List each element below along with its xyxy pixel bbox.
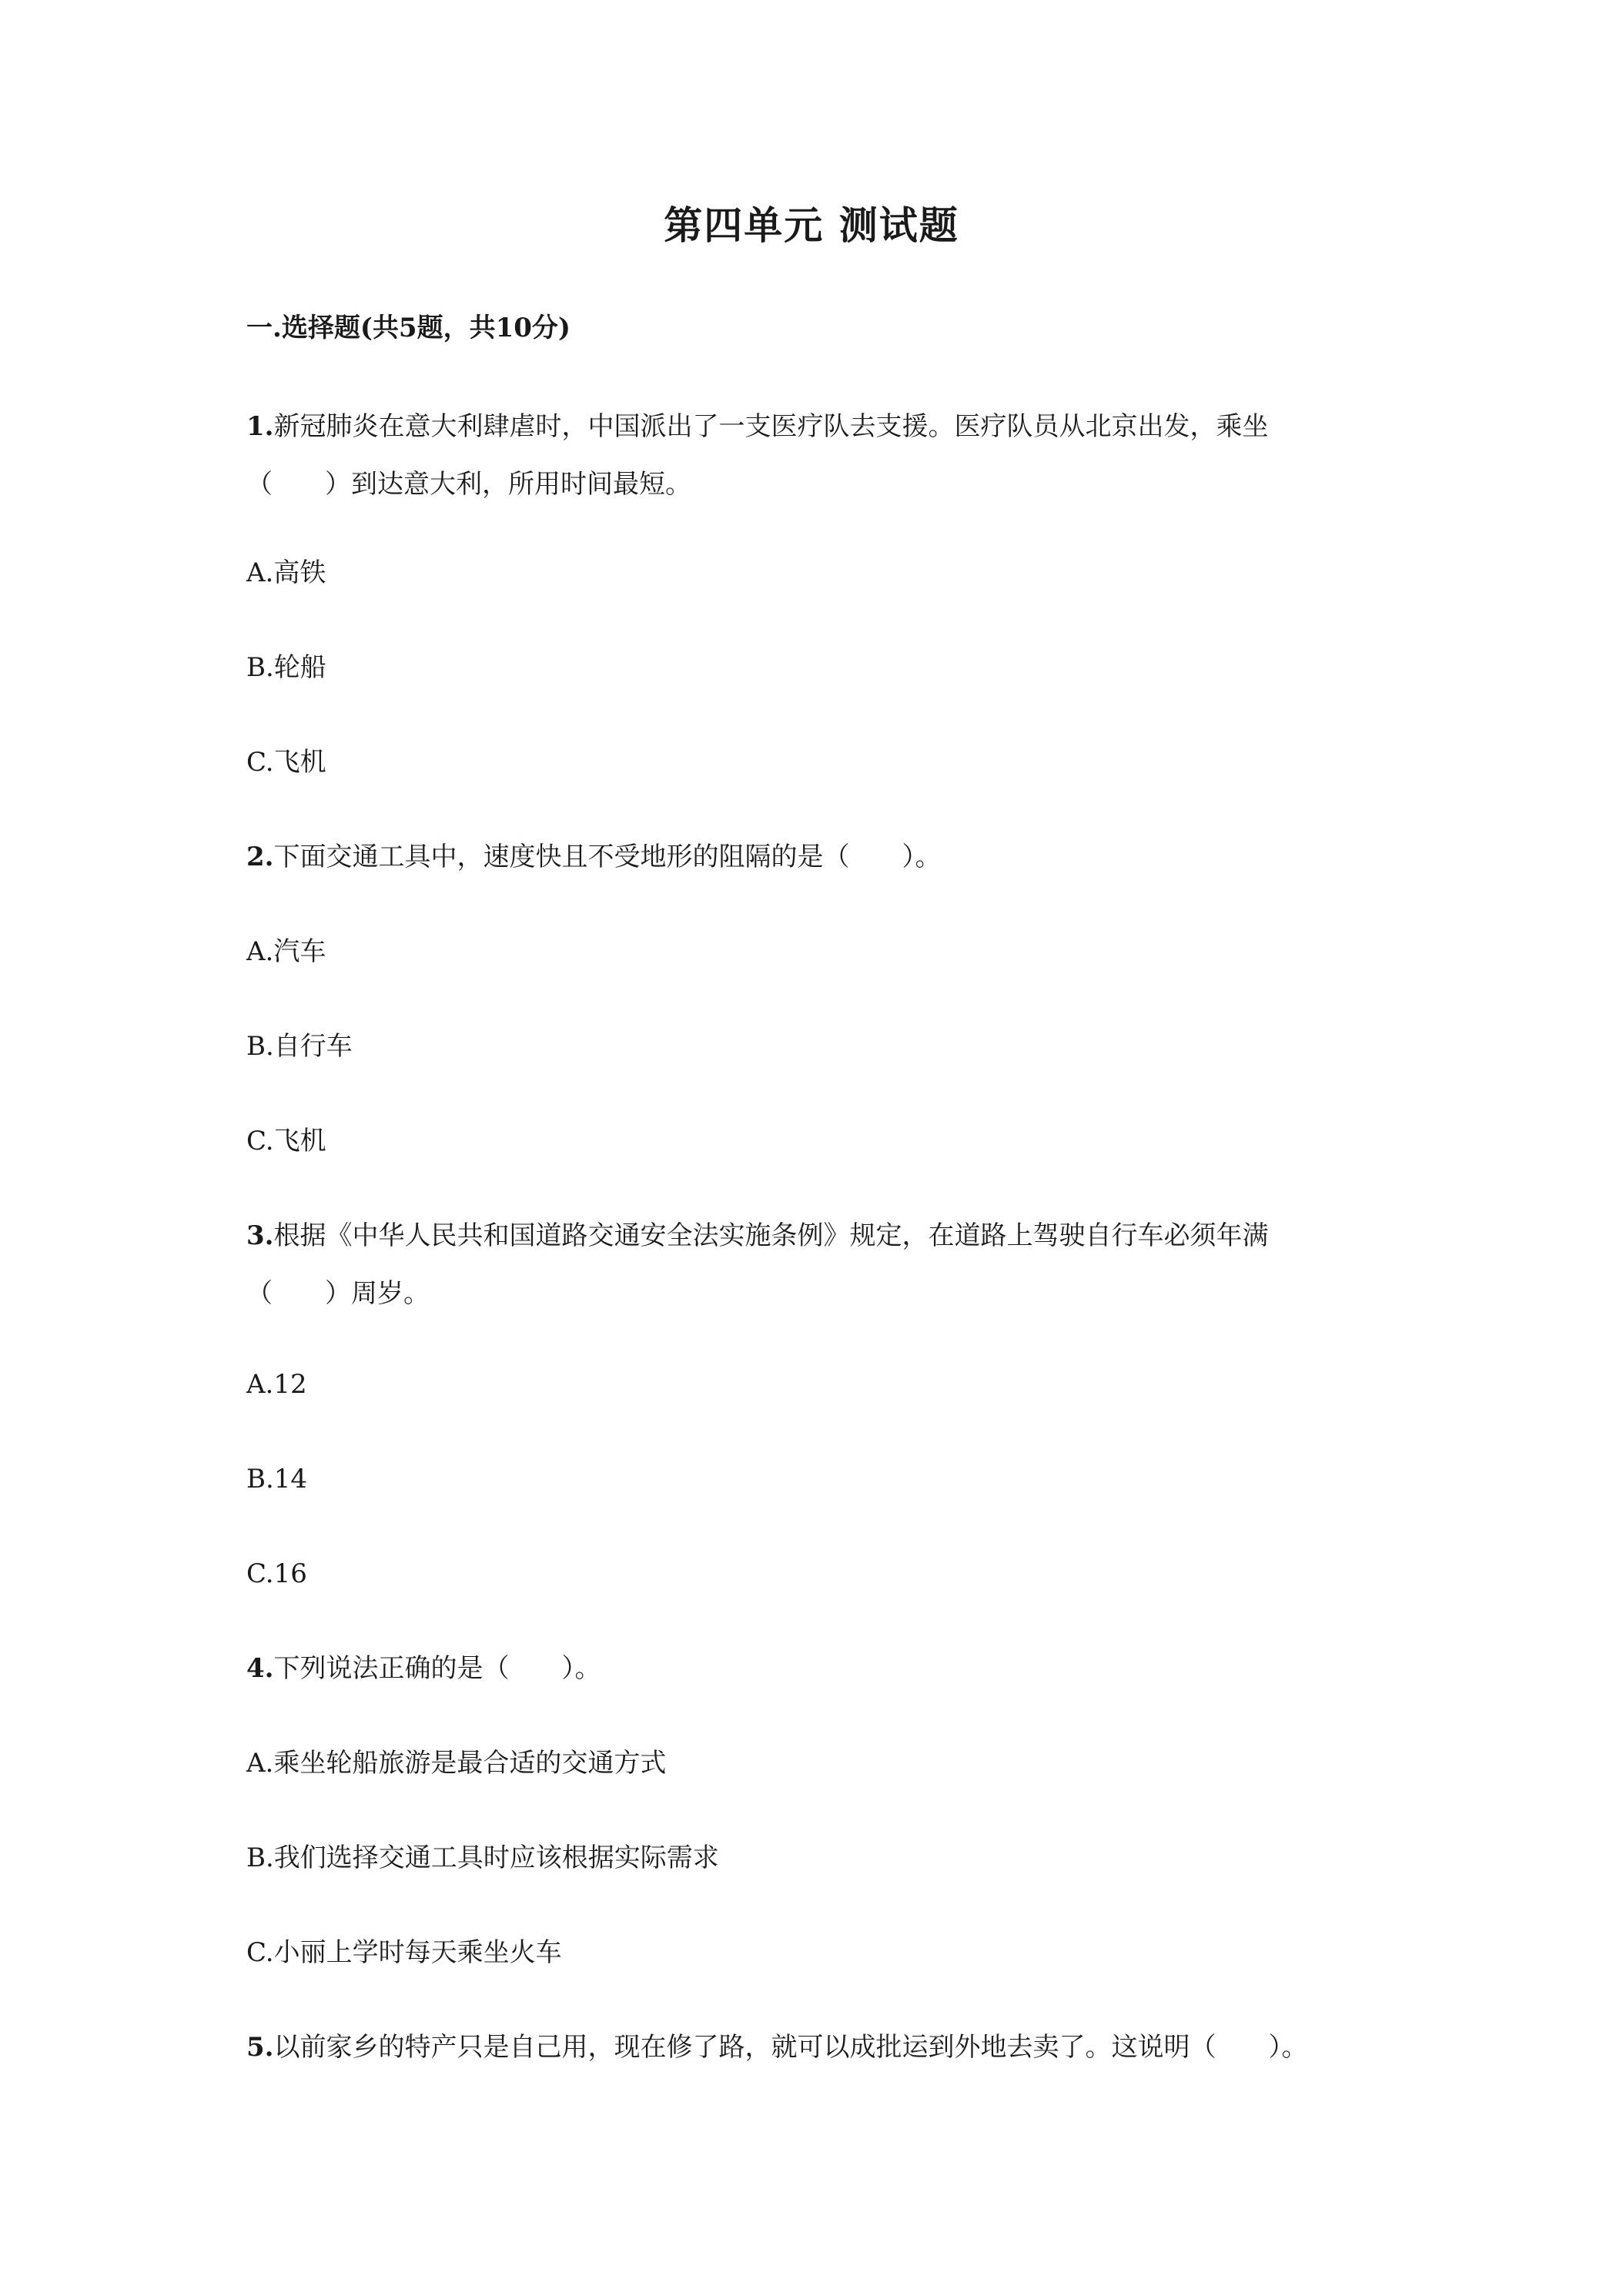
question-3-option-b: B.14 [246, 1464, 308, 1494]
question-1-line-2: （ ）到达意大利，所用时间最短。 [246, 469, 691, 500]
question-3-line-1 [246, 1217, 1269, 1254]
question-1-number: 1. [246, 411, 274, 442]
question-3-text: 根据《中华人民共和国道路交通安全法实施条例》规定，在道路上驾驶自行车必须年满 [273, 1220, 1269, 1251]
question-2-line-1 [246, 838, 942, 875]
question-5-line-1 [246, 2029, 1308, 2066]
question-4-option-c: C.小丽上学时每天乘坐火车 [246, 1937, 562, 1968]
page-title: 第四单元 测试题 [664, 202, 959, 248]
question-4-option-a: A.乘坐轮船旅游是最合适的交通方式 [246, 1748, 667, 1779]
question-2-option-b: B.自行车 [246, 1031, 353, 1062]
question-1-option-b: B.轮船 [246, 652, 326, 683]
question-2-text: 下面交通工具中，速度快且不受地形的阻隔的是（ ）。 [273, 842, 942, 872]
section-heading: 一.选择题(共5题，共10分) [246, 313, 571, 343]
question-3-option-c: C.16 [246, 1558, 307, 1589]
question-5-text: 以前家乡的特产只是自己用，现在修了路，就可以成批运到外地去卖了。这说明（ ）。 [273, 2032, 1308, 2063]
question-1-option-c: C.飞机 [246, 747, 326, 778]
question-3-line-2: （ ）周岁。 [246, 1278, 430, 1309]
question-2-number: 2. [246, 842, 274, 872]
question-2-option-c: C.飞机 [246, 1126, 326, 1156]
question-3-option-a: A.12 [246, 1369, 307, 1400]
question-1-line-1 [246, 408, 1269, 445]
question-1-option-a: A.高铁 [246, 557, 326, 588]
question-4-number: 4. [246, 1653, 274, 1684]
question-2-option-a: A.汽车 [246, 936, 326, 967]
question-4-line-1 [246, 1650, 601, 1687]
question-4-option-b: B.我们选择交通工具时应该根据实际需求 [246, 1842, 719, 1873]
question-3-number: 3. [246, 1220, 274, 1251]
question-1-text: 新冠肺炎在意大利肆虐时，中国派出了一支医疗队去支援。医疗队员从北京出发，乘坐 [273, 411, 1269, 442]
question-4-text: 下列说法正确的是（ ）。 [273, 1653, 601, 1684]
question-5-number: 5. [246, 2032, 274, 2063]
